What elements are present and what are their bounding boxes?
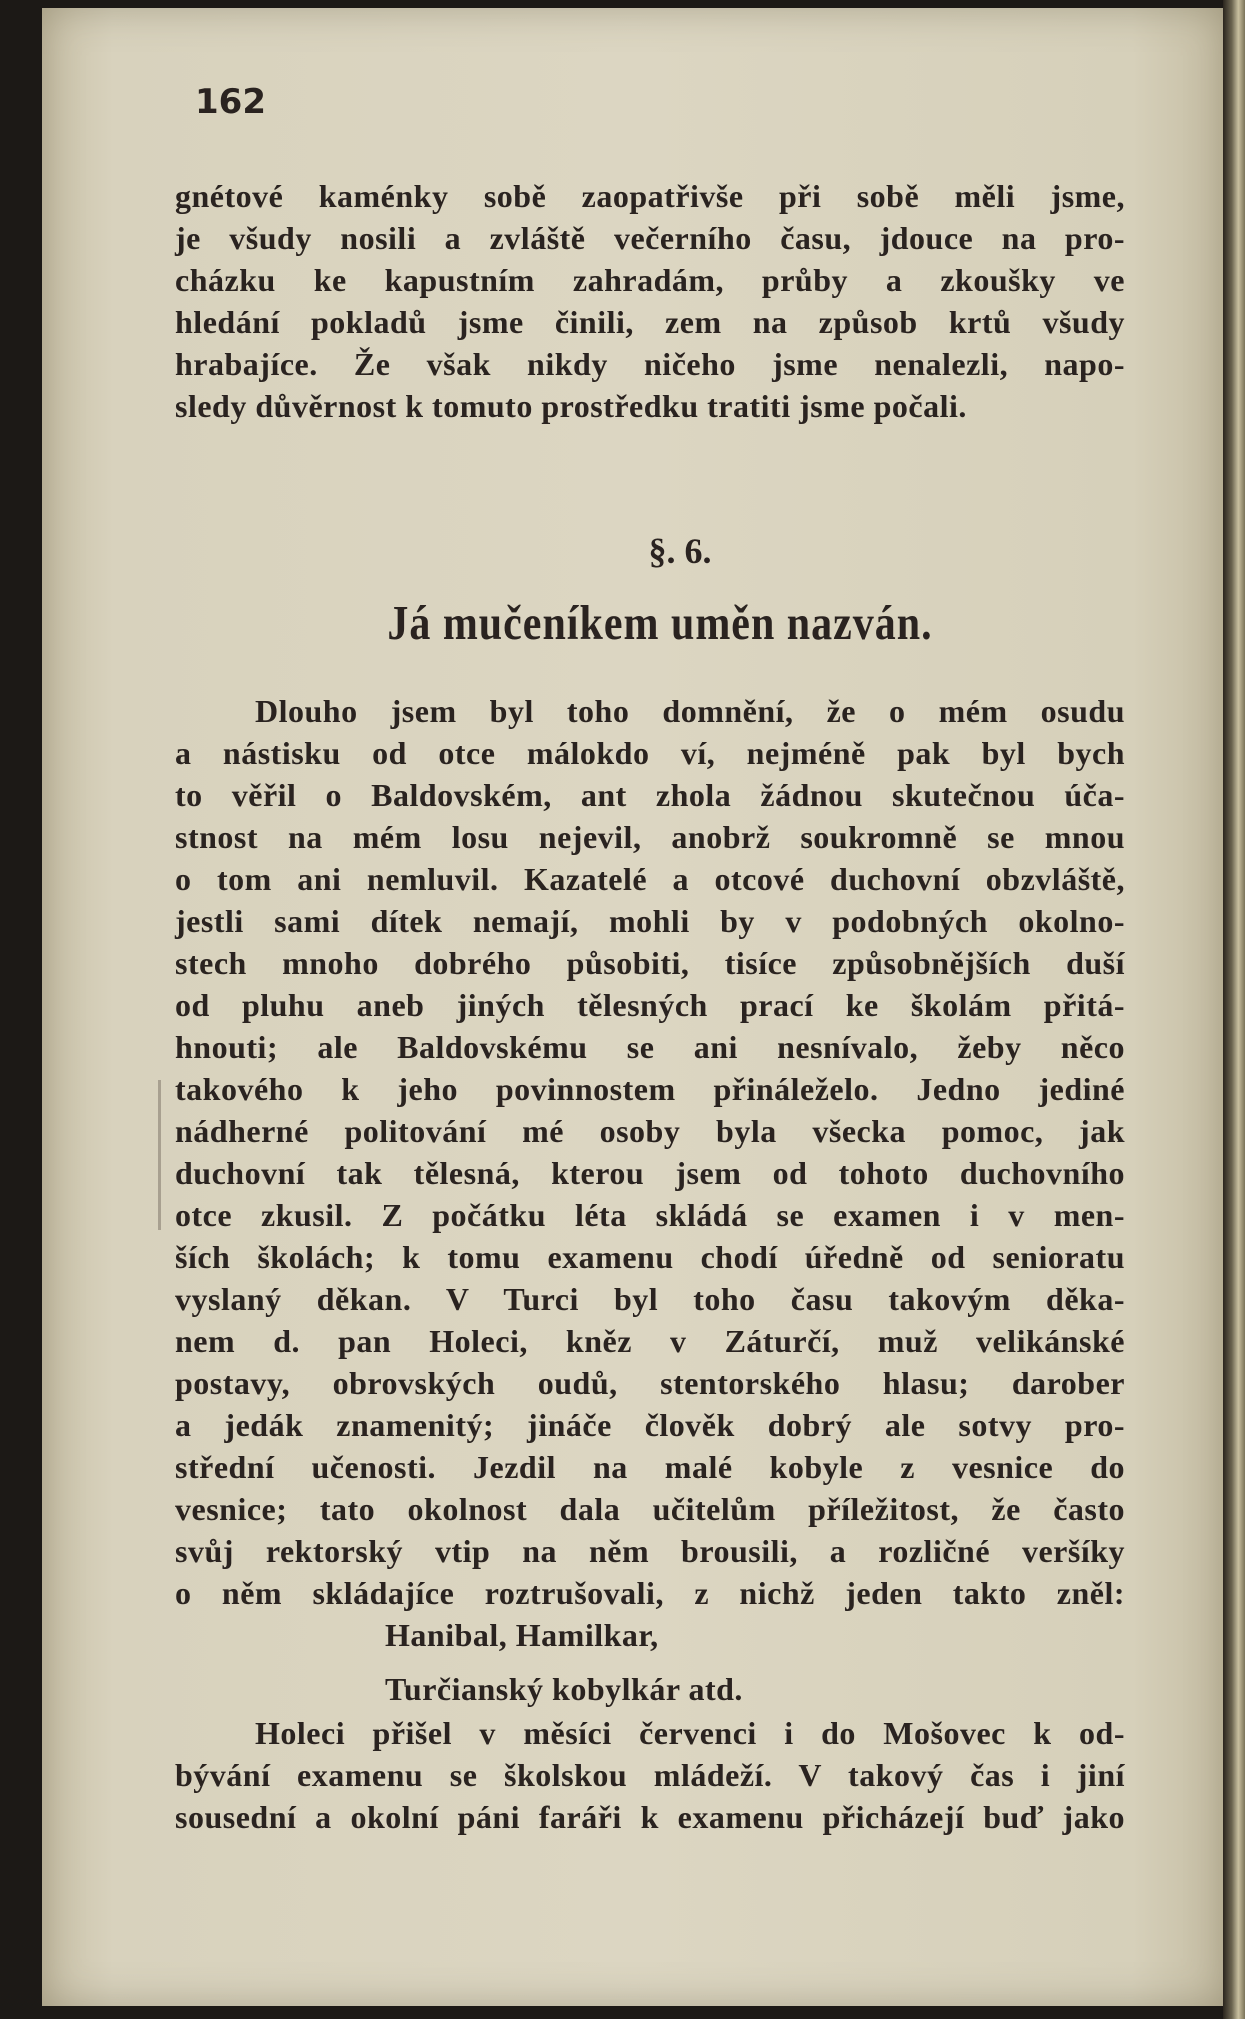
text-line: o něm skládajíce roztrušovali, z nichž jeden takto zněl: (175, 1575, 1125, 1611)
text-line: vesnice; tato okolnost dala učitelům příležitost, že často (175, 1491, 1125, 1527)
text-line: postavy, obrovských oudů, stentorského hlasu; darober (175, 1365, 1125, 1401)
text-line: stech mnoho dobrého působiti, tisíce způsobnějších duší (175, 945, 1125, 981)
text-line: hledání pokladů jsme činili, zem na způsob krtů všudy (175, 304, 1125, 340)
text-line: hrabajíce. Že však nikdy ničeho jsme nenalezli, napo- (175, 346, 1125, 382)
text-line: gnétové kaménky sobě zaopatřivše při sobě měli jsme, (175, 178, 1125, 214)
text-line: takového k jeho povinnostem přináleželo. Jedno jediné (175, 1071, 1125, 1107)
text-line: a nástisku od otce málokdo ví, nejméně pak byl bych (175, 735, 1125, 771)
text-line: Holeci přišel v měsíci červenci i do Mošovec k od- (255, 1715, 1125, 1751)
section-title: Já mučeníkem uměn nazván. (387, 597, 933, 651)
text-line: jestli sami dítek nemají, mohli by v podobných okolno- (175, 903, 1125, 939)
text-line: ších školách; k tomu examenu chodí úředně od senioratu (175, 1239, 1125, 1275)
text-line: je všudy nosili a zvláště večerního času, jdouce na pro- (175, 220, 1125, 256)
text-line: vyslaný děkan. V Turci byl toho času takovým děka- (175, 1281, 1125, 1317)
text-line: od pluhu aneb jiných tělesných prací ke školám přitá- (175, 987, 1125, 1023)
text-line: a jedák znamenitý; jináče člověk dobrý ale sotvy pro- (175, 1407, 1125, 1443)
text-line: svůj rektorský vtip na něm brousili, a rozličné veršíky (175, 1533, 1125, 1569)
text-line: nádherné politování mé osoby byla všecka pomoc, jak (175, 1113, 1125, 1149)
text-line: sousední a okolní páni faráři k examenu přicházejí buď jako (175, 1799, 1125, 1835)
text-line: to věřil o Baldovském, ant zhola žádnou skutečnou úča- (175, 777, 1125, 813)
text-line: hnouti; ale Baldovskému se ani nesnívalo, žeby něco (175, 1029, 1125, 1065)
text-line: střední učenosti. Jezdil na malé kobyle z vesnice do (175, 1449, 1125, 1485)
verse-line: Hanibal, Hamilkar, (385, 1617, 659, 1653)
book-edge (1223, 0, 1245, 2019)
text-line: nem d. pan Holeci, kněz v Záturčí, muž velikánské (175, 1323, 1125, 1359)
text-line: duchovní tak tělesná, kterou jsem od tohoto duchovního (175, 1155, 1125, 1191)
section-number: §. 6. (648, 531, 712, 571)
page-number: 162 (195, 82, 266, 122)
text-line: stnost na mém losu nejevil, anobrž soukromně se mnou (175, 819, 1125, 855)
text-line: cházku ke kapustním zahradám, průby a zkoušky ve (175, 262, 1125, 298)
text-line: otce zkusil. Z počátku léta skládá se examen i v men- (175, 1197, 1125, 1233)
text-line: sledy důvěrnost k tomuto prostředku tratiti jsme počali. (175, 388, 967, 424)
text-line: bývání examenu se školskou mládeží. V takový čas i jiní (175, 1757, 1125, 1793)
margin-pencil-mark (158, 1080, 161, 1230)
text-line: Dlouho jsem byl toho domnění, že o mém osudu (255, 693, 1125, 729)
text-line: o tom ani nemluvil. Kazatelé a otcové duchovní obzvláště, (175, 861, 1125, 897)
verse-line: Turčianský kobylkár atd. (385, 1671, 743, 1707)
